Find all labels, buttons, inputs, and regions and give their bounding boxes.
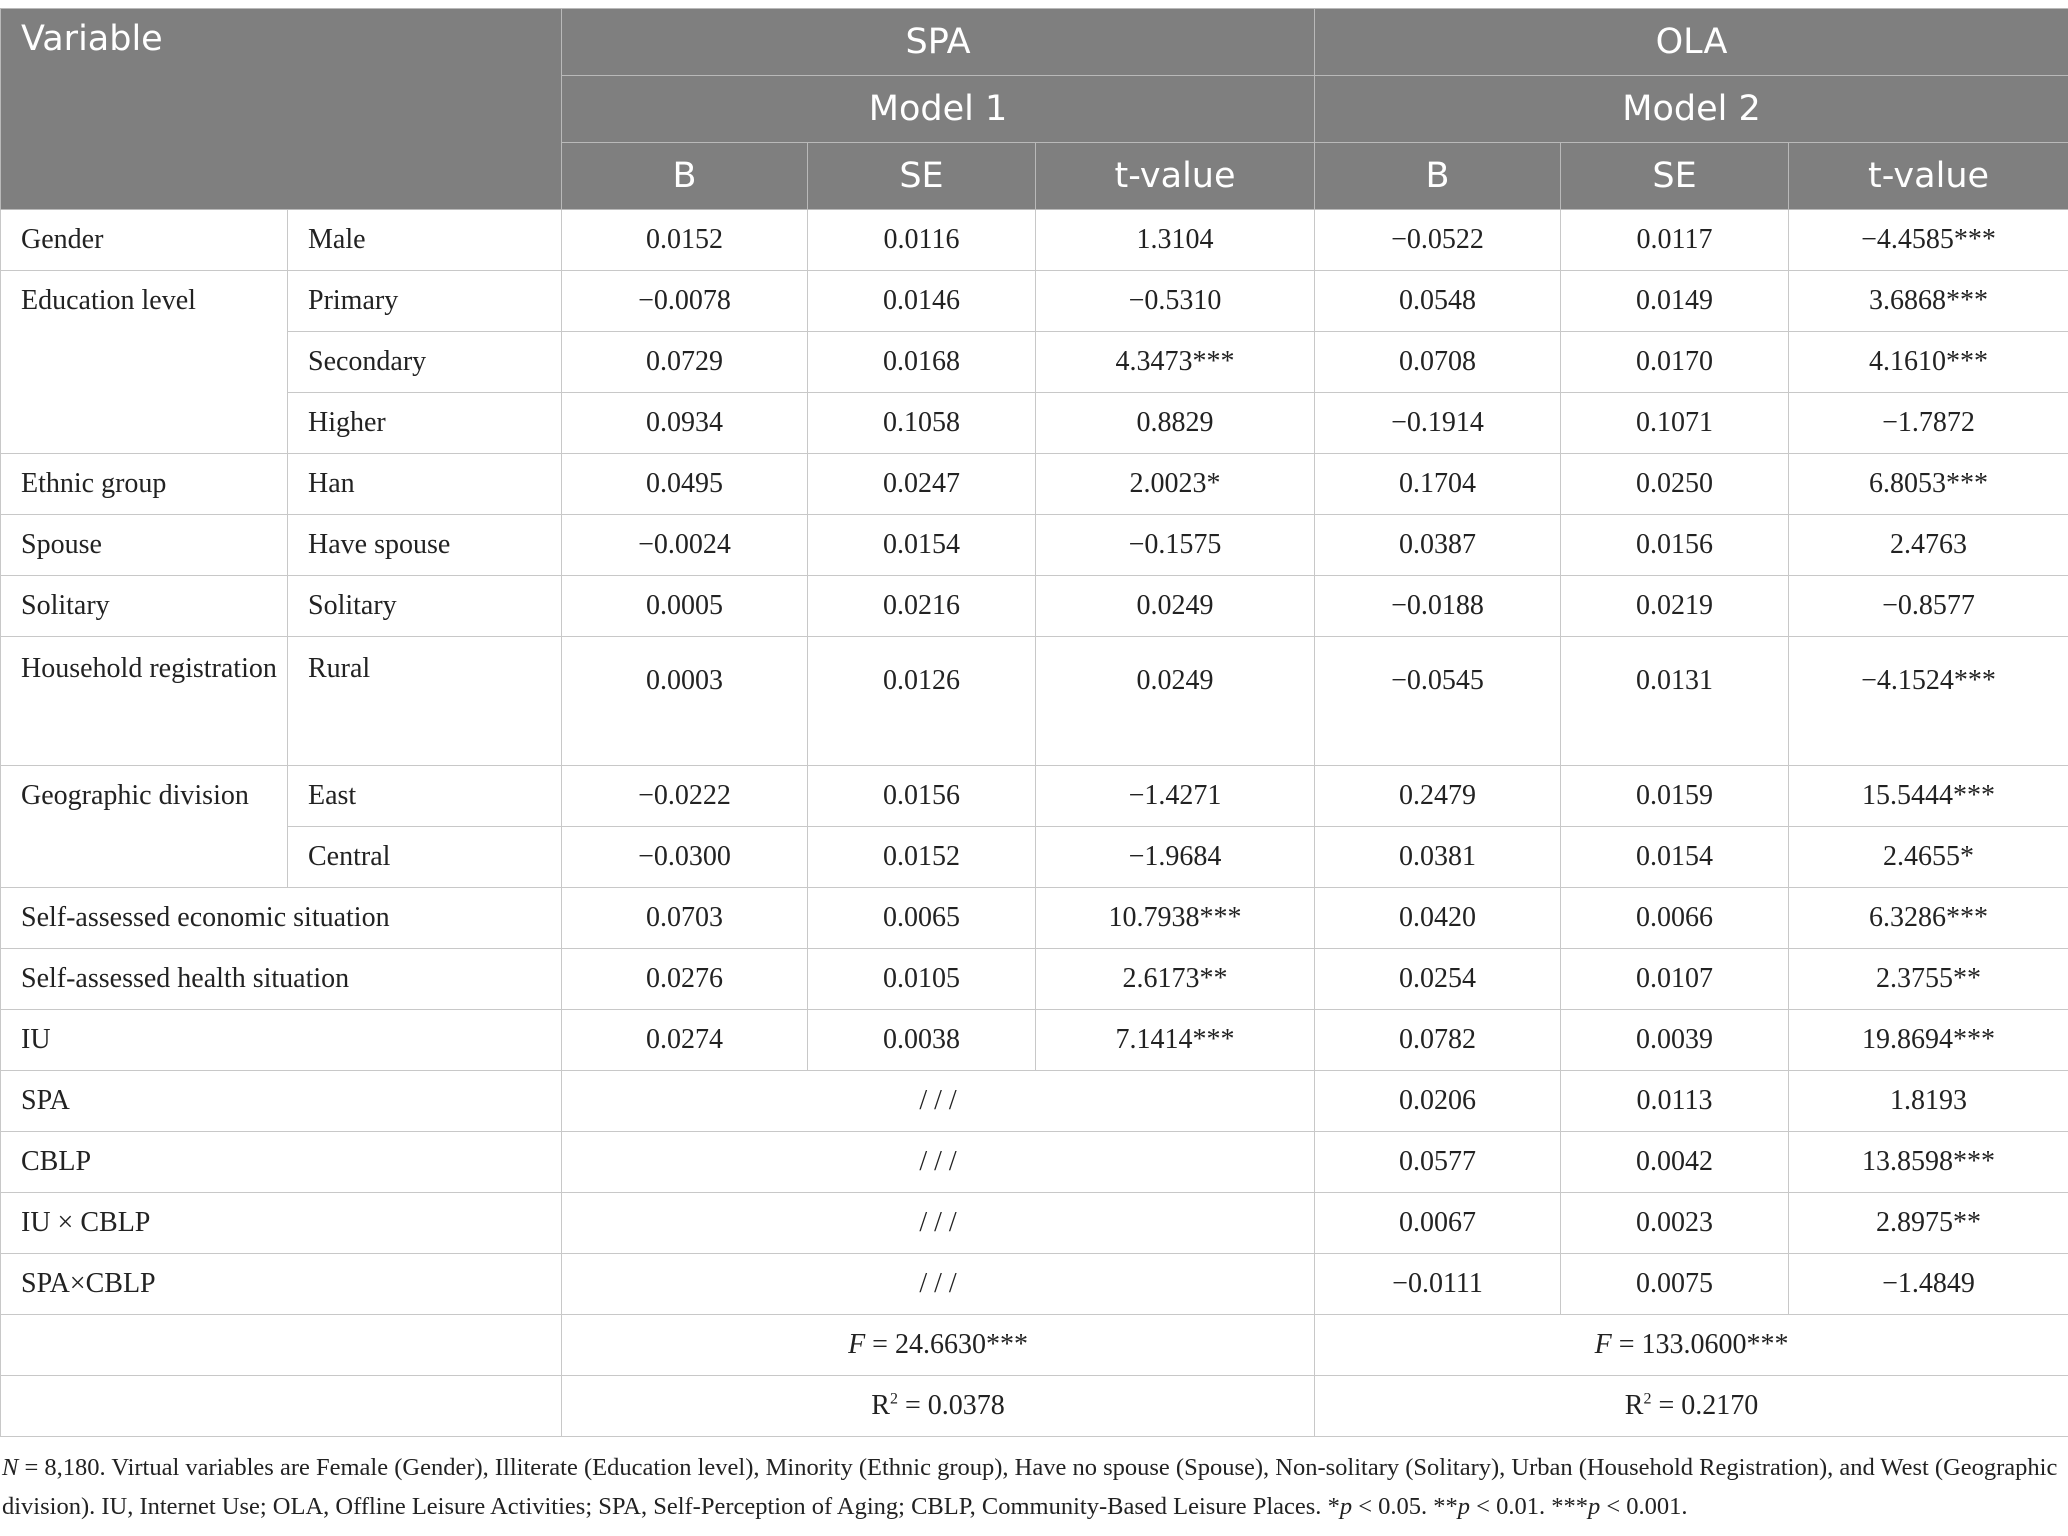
- footnote-n-symbol: N: [2, 1454, 19, 1481]
- r-value: = 0.0378: [897, 1390, 1005, 1421]
- table-cell: 0.0067: [1315, 1193, 1561, 1254]
- table-row: [1, 210, 2068, 271]
- table-cell: 3.6868***: [1789, 271, 2068, 332]
- variable-label: Self-assessed health situation: [1, 949, 562, 1010]
- table-cell: 2.6173**: [1036, 949, 1315, 1010]
- table-cell: 2.4763: [1789, 515, 2068, 576]
- table-footnote: [2, 1448, 2064, 1526]
- table-cell: 0.0206: [1315, 1071, 1561, 1132]
- footnote-threshold: < 0.01. ***: [1470, 1493, 1588, 1520]
- variable-label: Education level: [1, 271, 288, 454]
- table-cell: −1.4849: [1789, 1254, 2068, 1315]
- category-label: Central: [288, 827, 562, 888]
- table-cell: −0.8577: [1789, 576, 2068, 637]
- table-cell: 7.1414***: [1036, 1010, 1315, 1071]
- table-cell: 0.0005: [562, 576, 808, 637]
- table-cell: 0.0170: [1561, 332, 1789, 393]
- variable-label: SPA: [1, 1071, 562, 1132]
- table-cell: 0.0708: [1315, 332, 1561, 393]
- regression-table: [0, 8, 2068, 1437]
- table-row: [1, 1010, 2068, 1071]
- footnote-star: *: [1327, 1493, 1340, 1520]
- r-symbol: R: [871, 1390, 890, 1421]
- table-cell: 0.0003: [562, 637, 808, 766]
- table-cell: 0.0152: [562, 210, 808, 271]
- table-cell: 0.0548: [1315, 271, 1561, 332]
- table-cell: 2.3755**: [1789, 949, 2068, 1010]
- category-label: Have spouse: [288, 515, 562, 576]
- table-row: [1, 271, 2068, 332]
- table-row: [1, 454, 2068, 515]
- table-cell: 0.0934: [562, 393, 808, 454]
- f-statistic-row: [1, 1315, 2068, 1376]
- f-symbol: F: [848, 1329, 866, 1360]
- table-cell: 0.0039: [1561, 1010, 1789, 1071]
- table-row: [1, 827, 2068, 888]
- table-row: [1, 515, 2068, 576]
- column-header-t-value: t-value: [1036, 143, 1315, 210]
- category-label: Secondary: [288, 332, 562, 393]
- table-cell: 0.0254: [1315, 949, 1561, 1010]
- table-cell: 0.0156: [1561, 515, 1789, 576]
- table-cell: 19.8694***: [1789, 1010, 2068, 1071]
- table-cell: 0.0131: [1561, 637, 1789, 766]
- table-row: [1, 637, 2068, 766]
- table-cell: 6.3286***: [1789, 888, 2068, 949]
- table-cell: −0.0522: [1315, 210, 1561, 271]
- variable-label: CBLP: [1, 1132, 562, 1193]
- table-cell: 2.8975**: [1789, 1193, 2068, 1254]
- table-cell: 0.0154: [808, 515, 1036, 576]
- table-cell: 0.0729: [562, 332, 808, 393]
- table-cell: −0.0300: [562, 827, 808, 888]
- table-cell: 0.8829: [1036, 393, 1315, 454]
- table-cell: 0.0577: [1315, 1132, 1561, 1193]
- table-row: [1, 576, 2068, 637]
- table-cell: 2.0023*: [1036, 454, 1315, 515]
- r-superscript: 2: [1643, 1390, 1652, 1408]
- not-applicable-cell: / / /: [562, 1193, 1315, 1254]
- table-cell: 1.8193: [1789, 1071, 2068, 1132]
- variable-label: Self-assessed economic situation: [1, 888, 562, 949]
- table-cell: 13.8598***: [1789, 1132, 2068, 1193]
- table-cell: 0.0154: [1561, 827, 1789, 888]
- r-symbol: R: [1624, 1390, 1644, 1421]
- table-cell: 0.1704: [1315, 454, 1561, 515]
- table-cell: 0.0387: [1315, 515, 1561, 576]
- not-applicable-cell: / / /: [562, 1071, 1315, 1132]
- table-cell: 0.0105: [808, 949, 1036, 1010]
- table-cell: −4.1524***: [1789, 637, 2068, 766]
- table-row: [1, 393, 2068, 454]
- variable-label: Geographic division: [1, 766, 288, 888]
- footnote-p-symbol: p: [1457, 1493, 1471, 1520]
- table-cell: −0.0111: [1315, 1254, 1561, 1315]
- table-cell: −0.0222: [562, 766, 808, 827]
- variable-header: Variable: [1, 9, 562, 210]
- table-cell: 0.0117: [1561, 210, 1789, 271]
- variable-label: IU × CBLP: [1, 1193, 562, 1254]
- f-statistic-model-2: [1315, 1315, 2068, 1376]
- category-label: Higher: [288, 393, 562, 454]
- column-header-b: B: [1315, 143, 1561, 210]
- table-row: [1, 332, 2068, 393]
- f-value: = 133.0600***: [1611, 1329, 1789, 1360]
- table-cell: 0.0249: [1036, 576, 1315, 637]
- empty-cell: [1, 1376, 562, 1437]
- table-cell: 0.0126: [808, 637, 1036, 766]
- table-cell: −4.4585***: [1789, 210, 2068, 271]
- column-header-b: B: [562, 143, 808, 210]
- footnote-text: = 8,180. Virtual variables are Female (Gender), Illiterate (Education level), Minority (Ethnic group), Have no spouse (Spouse), Non-solitary (Solitary), Urban (Household Registration), and West (Geographic division). IU, Internet Use; OLA, Offline Leisure Activities; SPA, Self-Perception of Aging; CBLP, Community-Based Leisure Places.: [2, 1454, 2058, 1520]
- not-applicable-cell: / / /: [562, 1254, 1315, 1315]
- column-header-t-value: t-value: [1789, 143, 2068, 210]
- table-cell: −1.4271: [1036, 766, 1315, 827]
- table-cell: −0.5310: [1036, 271, 1315, 332]
- table-cell: −0.1575: [1036, 515, 1315, 576]
- table-cell: 0.0159: [1561, 766, 1789, 827]
- model-header-2: Model 2: [1315, 76, 2068, 143]
- category-label: Male: [288, 210, 562, 271]
- table-cell: 0.1058: [808, 393, 1036, 454]
- r-squared-model-2: [1315, 1376, 2068, 1437]
- table-header: [1, 9, 2068, 210]
- not-applicable-cell: / / /: [562, 1132, 1315, 1193]
- table-cell: −0.0188: [1315, 576, 1561, 637]
- table-cell: −0.0078: [562, 271, 808, 332]
- table-cell: 0.0250: [1561, 454, 1789, 515]
- category-label: East: [288, 766, 562, 827]
- table-row: [1, 1132, 2068, 1193]
- group-header-ola: OLA: [1315, 9, 2068, 76]
- table-cell: 0.0065: [808, 888, 1036, 949]
- table-cell: 0.0495: [562, 454, 808, 515]
- variable-label: Gender: [1, 210, 288, 271]
- table-cell: 0.0066: [1561, 888, 1789, 949]
- table-cell: 15.5444***: [1789, 766, 2068, 827]
- table-cell: 0.0113: [1561, 1071, 1789, 1132]
- table-cell: 0.0038: [808, 1010, 1036, 1071]
- r-superscript: 2: [889, 1390, 898, 1408]
- table-cell: −0.0024: [562, 515, 808, 576]
- table-cell: −1.7872: [1789, 393, 2068, 454]
- table-cell: 4.1610***: [1789, 332, 2068, 393]
- table-cell: 4.3473***: [1036, 332, 1315, 393]
- table-cell: 0.0381: [1315, 827, 1561, 888]
- table-cell: 0.0168: [808, 332, 1036, 393]
- category-label: Rural: [288, 637, 562, 766]
- model-header-1: Model 1: [562, 76, 1315, 143]
- table-cell: 0.0116: [808, 210, 1036, 271]
- table-cell: 0.0274: [562, 1010, 808, 1071]
- table-row: [1, 949, 2068, 1010]
- table-cell: 0.0782: [1315, 1010, 1561, 1071]
- r-squared-model-1: [562, 1376, 1315, 1437]
- empty-cell: [1, 1315, 562, 1376]
- table-cell: 0.0146: [808, 271, 1036, 332]
- table-cell: 0.0420: [1315, 888, 1561, 949]
- footnote-threshold: < 0.001.: [1600, 1493, 1688, 1520]
- f-symbol: F: [1594, 1329, 1612, 1360]
- table-cell: 0.0149: [1561, 271, 1789, 332]
- table-cell: 6.8053***: [1789, 454, 2068, 515]
- variable-label: IU: [1, 1010, 562, 1071]
- f-statistic-model-1: [562, 1315, 1315, 1376]
- table-cell: 1.3104: [1036, 210, 1315, 271]
- table-cell: 0.0152: [808, 827, 1036, 888]
- table-cell: 2.4655*: [1789, 827, 2068, 888]
- table-cell: 0.0042: [1561, 1132, 1789, 1193]
- footnote-p-symbol: p: [1339, 1493, 1353, 1520]
- table-body: [1, 210, 2068, 1437]
- variable-label: Spouse: [1, 515, 288, 576]
- table-cell: −1.9684: [1036, 827, 1315, 888]
- r-squared-row: [1, 1376, 2068, 1437]
- table-cell: 0.1071: [1561, 393, 1789, 454]
- column-header-se: SE: [808, 143, 1036, 210]
- variable-label: Ethnic group: [1, 454, 288, 515]
- table-cell: −0.0545: [1315, 637, 1561, 766]
- category-label: Han: [288, 454, 562, 515]
- group-header-spa: SPA: [562, 9, 1315, 76]
- table-cell: 0.0023: [1561, 1193, 1789, 1254]
- table-cell: 0.0703: [562, 888, 808, 949]
- footnote-p-symbol: p: [1587, 1493, 1601, 1520]
- table-row: [1, 1254, 2068, 1315]
- table-row: [1, 888, 2068, 949]
- column-header-se: SE: [1561, 143, 1789, 210]
- footnote-threshold: < 0.05. **: [1352, 1493, 1458, 1520]
- table-row: [1, 1071, 2068, 1132]
- table-cell: 0.0247: [808, 454, 1036, 515]
- table-cell: 0.0156: [808, 766, 1036, 827]
- table-cell: 0.0219: [1561, 576, 1789, 637]
- r-value: = 0.2170: [1651, 1390, 1759, 1421]
- table-cell: 0.0107: [1561, 949, 1789, 1010]
- table-cell: 0.0216: [808, 576, 1036, 637]
- category-label: Solitary: [288, 576, 562, 637]
- f-value: = 24.6630***: [865, 1329, 1028, 1360]
- variable-label: Solitary: [1, 576, 288, 637]
- table-row: [1, 766, 2068, 827]
- table-cell: −0.1914: [1315, 393, 1561, 454]
- table-cell: 0.0249: [1036, 637, 1315, 766]
- variable-label: SPA×CBLP: [1, 1254, 562, 1315]
- table-cell: 0.0276: [562, 949, 808, 1010]
- table-row: [1, 1193, 2068, 1254]
- table-cell: 10.7938***: [1036, 888, 1315, 949]
- category-label: Primary: [288, 271, 562, 332]
- variable-label: Household registration: [1, 637, 288, 766]
- table-cell: 0.2479: [1315, 766, 1561, 827]
- table-cell: 0.0075: [1561, 1254, 1789, 1315]
